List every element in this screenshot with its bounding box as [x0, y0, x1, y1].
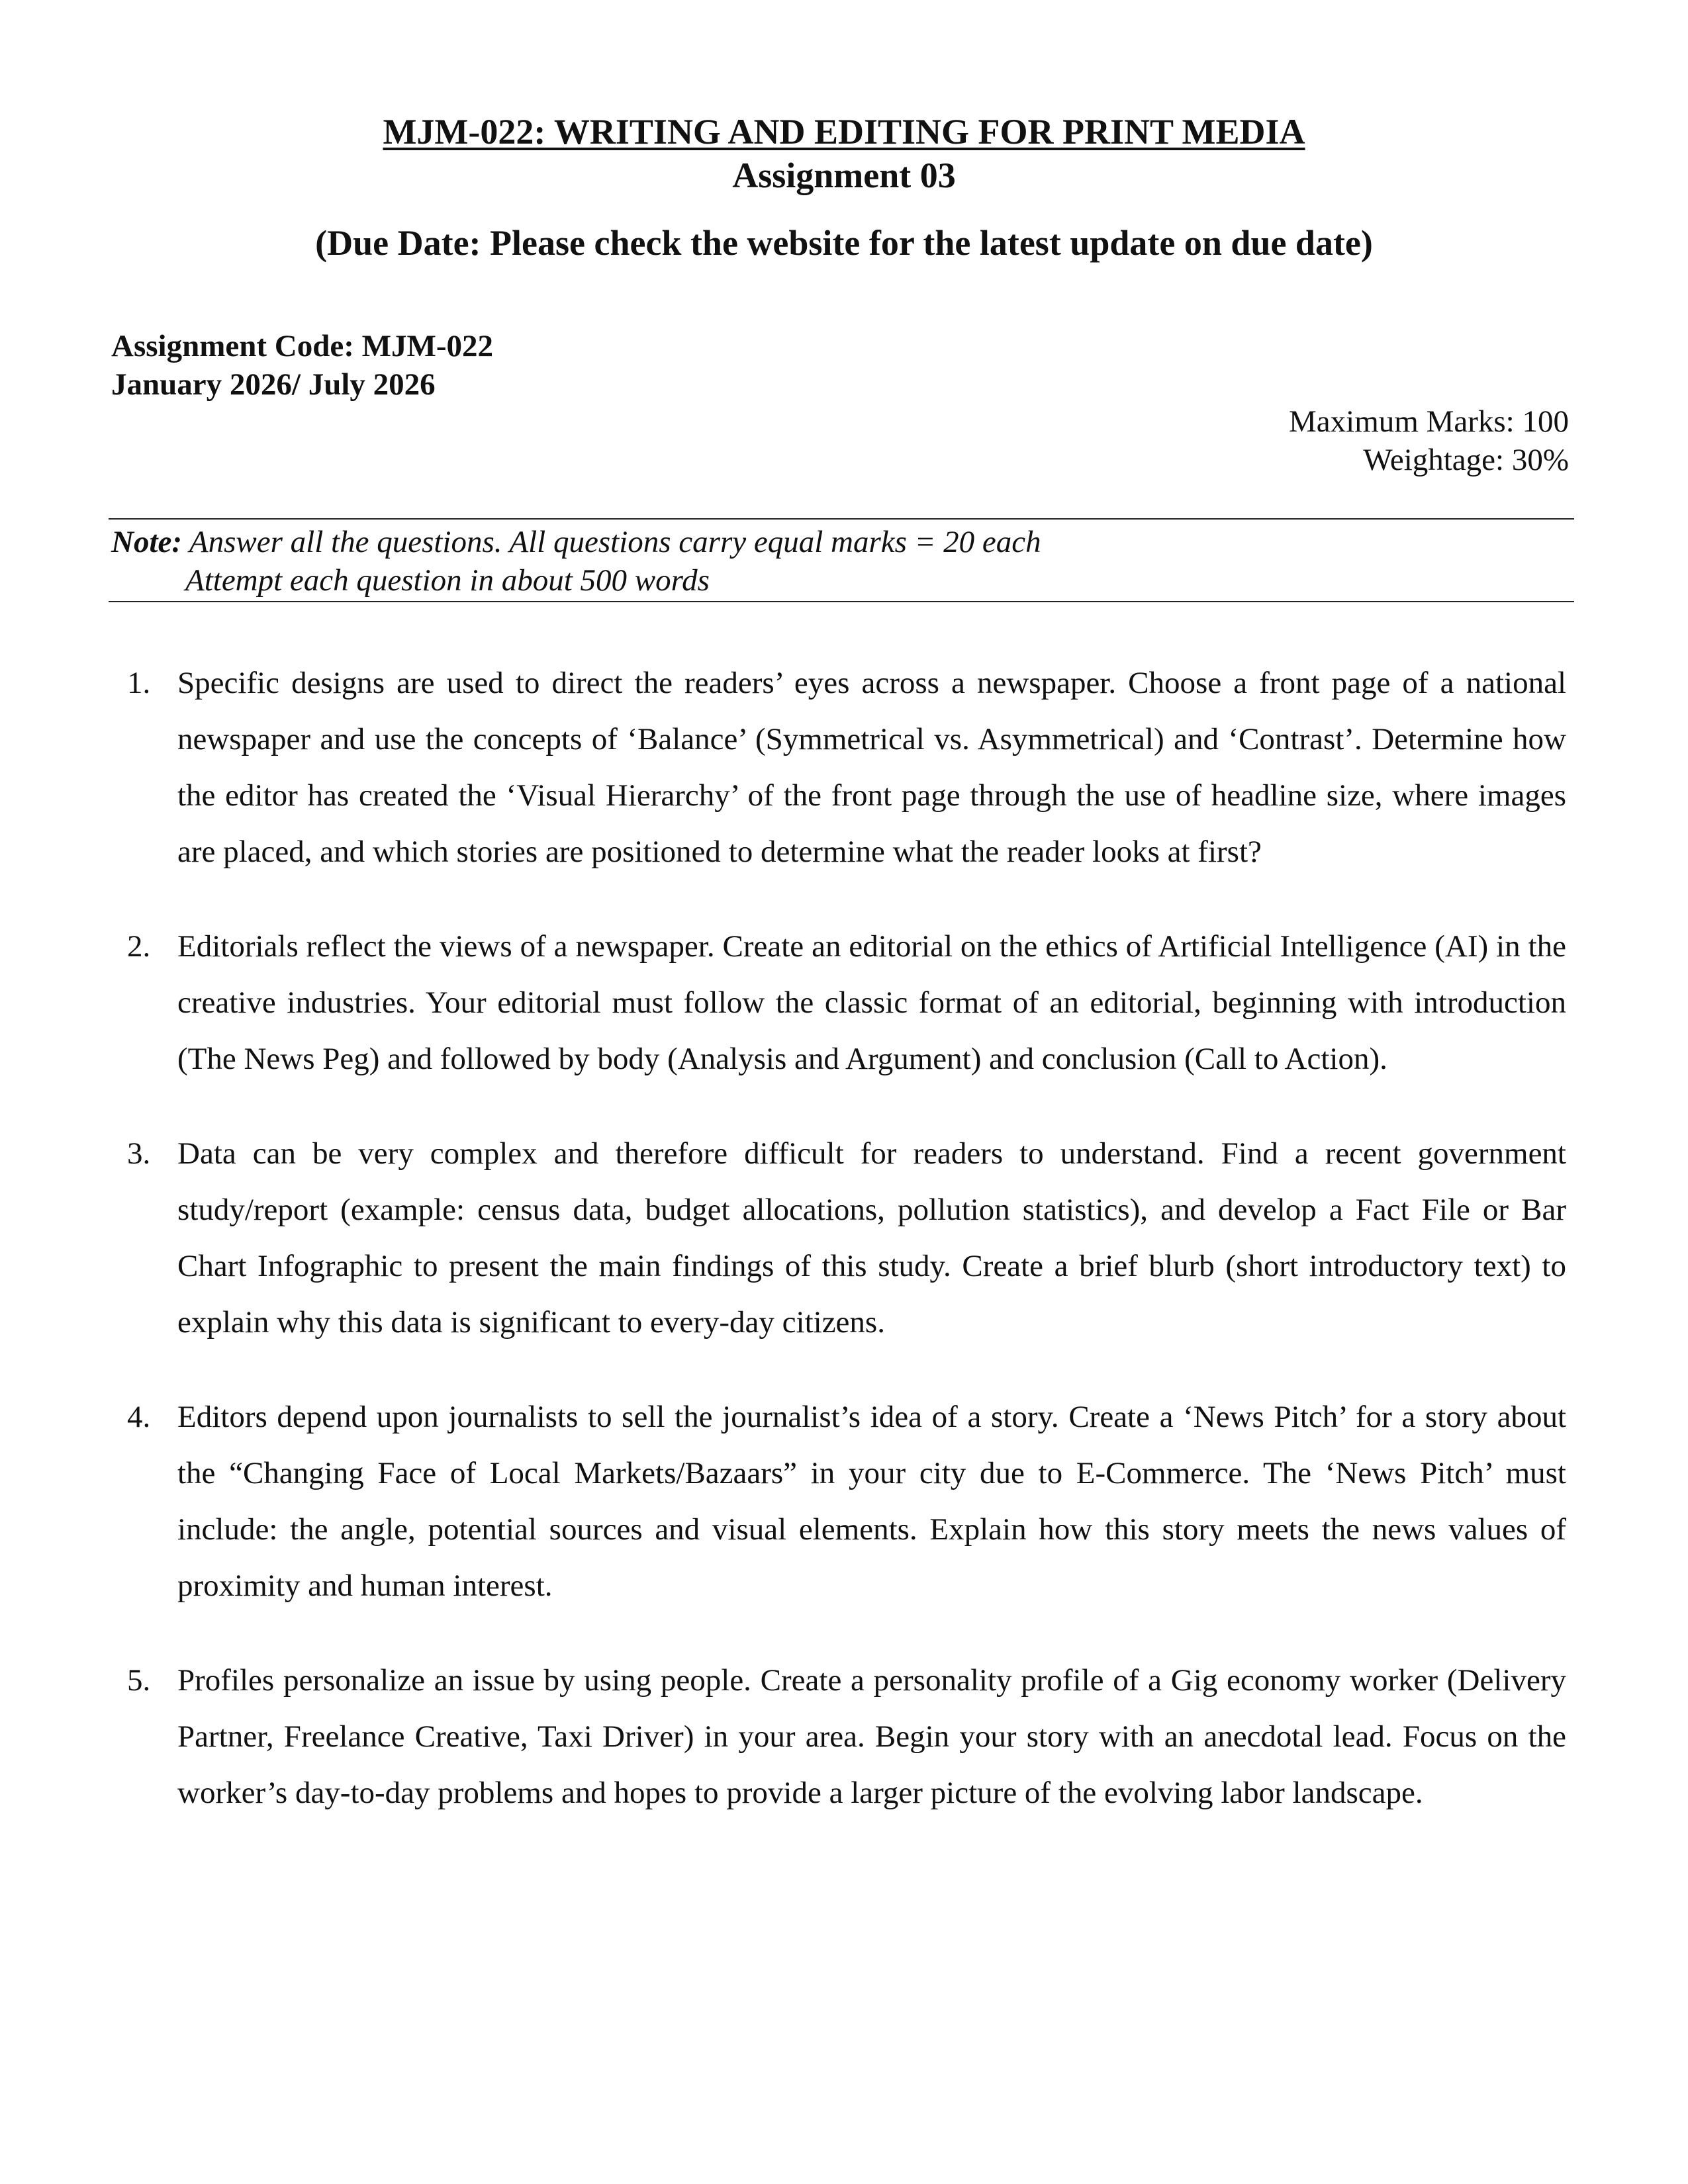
question-item — [111, 1653, 1566, 1821]
question-list — [111, 655, 1566, 1860]
question-number: 4. — [127, 1400, 151, 1434]
question-item — [111, 1126, 1566, 1351]
marks-info — [1289, 402, 1569, 479]
maximum-marks: Maximum Marks: 100 — [1289, 404, 1569, 439]
question-text: Data can be very complex and therefore difficult for readers to understand. Find a recent government study/report (example: census data, budget allocations, pollution statistics), and develop a Fact File or Bar Chart Infographic to present the main findings of this study. Create a brief blurb (short introductory text) to explain why this data is significant to every-day citizens. — [177, 1136, 1566, 1340]
assignment-meta — [111, 327, 493, 404]
weightage: Weightage: 30% — [1363, 443, 1569, 477]
question-number: 3. — [127, 1136, 151, 1171]
divider-bottom — [109, 601, 1574, 602]
question-text: Editors depend upon journalists to sell the journalist’s idea of a story. Create a ‘News Pitch’ for a story about the “Changing Face of Local Markets/Bazaars” in your city due to E-Commerce. The ‘News Pitch’ must include: the angle, potential sources and visual elements. Explain how this story meets the news values of proximity and human interest. — [177, 1400, 1566, 1603]
due-date-notice: (Due Date: Please check the website for the latest update on due date) — [315, 223, 1373, 263]
assignment-code: Assignment Code: MJM-022 — [111, 329, 493, 363]
course-title: MJM-022: WRITING AND EDITING FOR PRINT MEDIA — [383, 112, 1305, 152]
note-label: Note: — [111, 525, 183, 559]
session-label: January 2026/ July 2026 — [111, 367, 436, 402]
question-number: 5. — [127, 1663, 151, 1698]
note-line-1: Answer all the questions. All questions carry equal marks = 20 each — [182, 525, 1041, 559]
question-text: Editorials reflect the views of a newspaper. Create an editorial on the ethics of Artificial Intelligence (AI) in the creative industries. Your editorial must follow the classic format of an editorial, beginning with introduction (The News Peg) and followed by body (Analysis and Argument) and conclusion (Call to Action). — [177, 929, 1566, 1076]
question-item — [111, 655, 1566, 880]
note-line-2: Attempt each question in about 500 words — [185, 563, 710, 598]
question-item — [111, 919, 1566, 1087]
question-number: 1. — [127, 666, 151, 700]
question-text: Specific designs are used to direct the readers’ eyes across a newspaper. Choose a front page of a national newspaper and use the concepts of ‘Balance’ (Symmetrical vs. Asymmetrical) and ‘Contrast’. Determine how the editor has created the ‘Visual Hierarchy’ of the front page through the use of headline size, where images are placed, and which stories are positioned to determine what the reader looks at first? — [177, 666, 1566, 869]
question-text: Profiles personalize an issue by using people. Create a personality profile of a Gig economy worker (Delivery Partner, Freelance Creative, Taxi Driver) in your area. Begin your story with an anecdotal lead. Focus on the worker’s day-to-day problems and hopes to provide a larger picture of the evolving labor landscape. — [177, 1663, 1566, 1810]
divider-top — [109, 518, 1574, 520]
assignment-title: Assignment 03 — [732, 156, 956, 195]
instructions-note — [111, 523, 1041, 600]
question-item — [111, 1389, 1566, 1614]
question-number: 2. — [127, 929, 151, 964]
